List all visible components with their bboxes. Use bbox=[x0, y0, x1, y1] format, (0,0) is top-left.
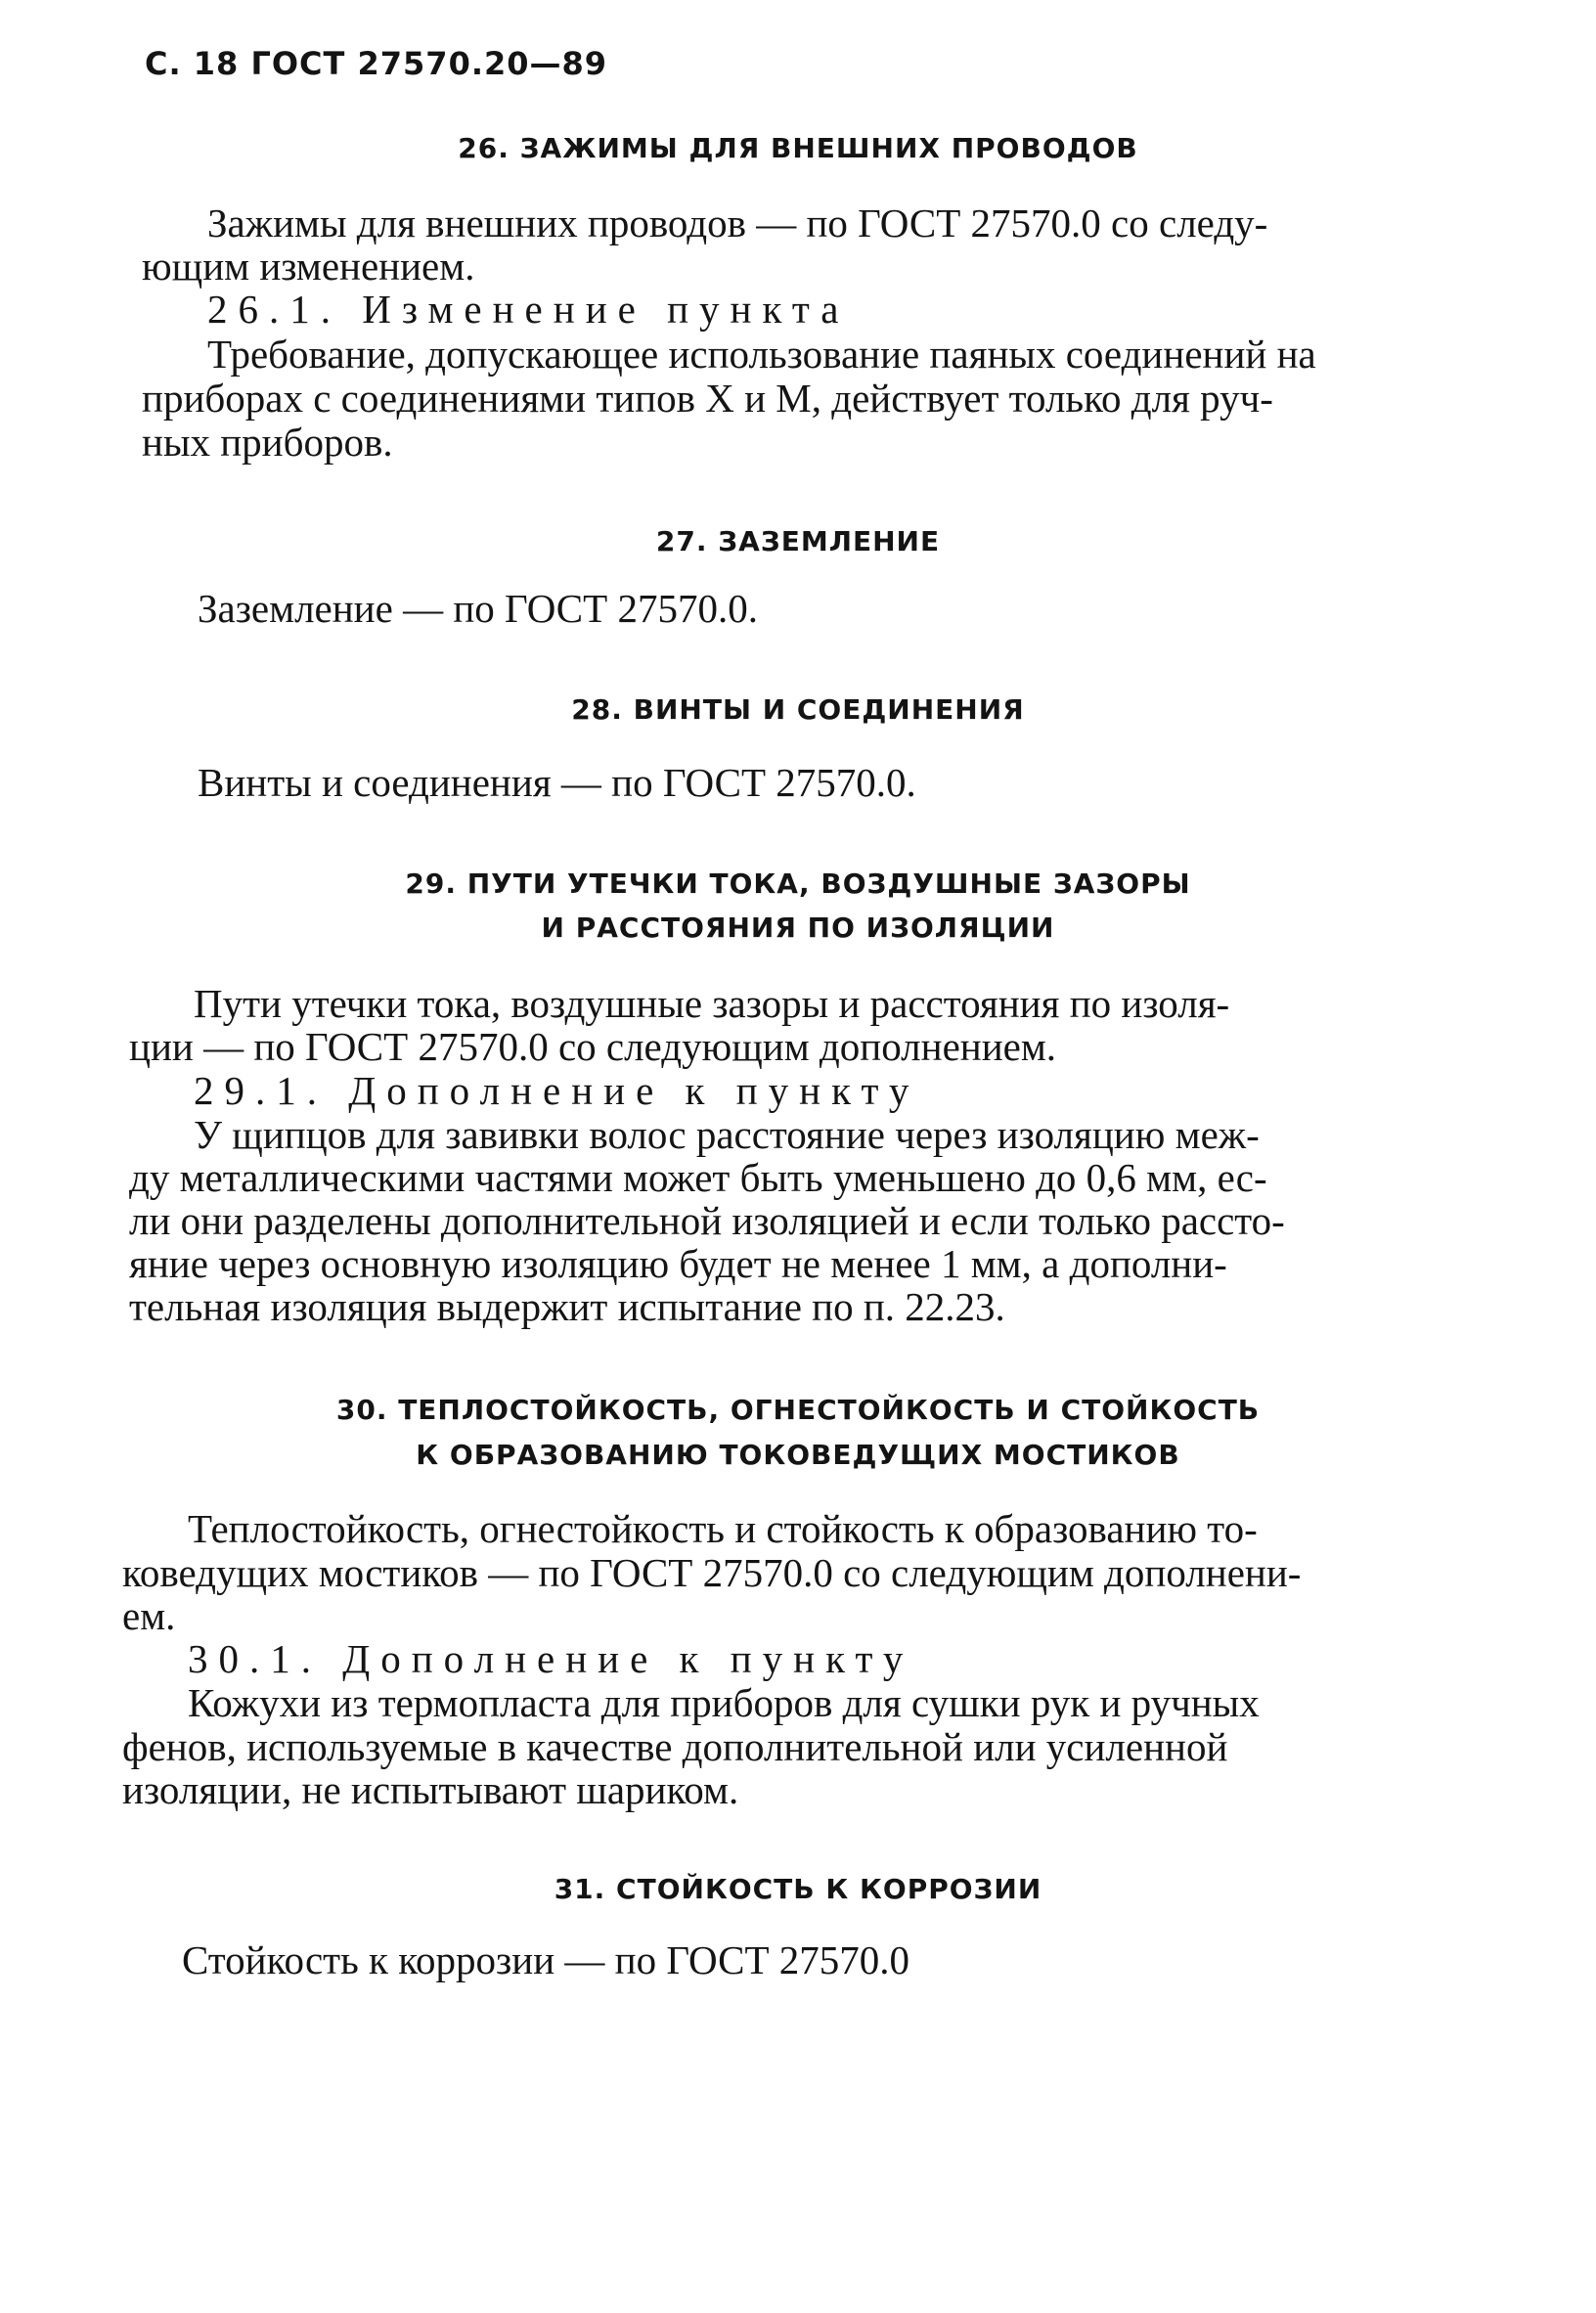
section-26-text-line: Требование, допускающее использование паяных соединений на bbox=[207, 332, 1316, 377]
page-header: С. 18 ГОСТ 27570.20—89 bbox=[145, 45, 608, 82]
section-29-text-line: яние через основную изоляцию будет не менее 1 мм, а дополни- bbox=[129, 1241, 1227, 1286]
section-30-text-line: изоляции, не испытывают шариком. bbox=[122, 1767, 739, 1812]
section-29-1-subheading: 29.1. Дополнение к пункту bbox=[194, 1068, 920, 1113]
section-30-1-subheading: 30.1. Дополнение к пункту bbox=[188, 1636, 914, 1681]
section-26-text-line: ющим изменением. bbox=[142, 244, 475, 289]
section-29-title: 29. ПУТИ УТЕЧКИ ТОКА, ВОЗДУШНЫЕ ЗАЗОРЫ bbox=[405, 867, 1191, 900]
section-26-1-subheading: 26.1. Изменение пункта bbox=[207, 287, 850, 332]
section-29-text-line: ду металлическими частями может быть уменьшено до 0,6 мм, ес- bbox=[129, 1155, 1267, 1200]
section-26-text-line: приборах с соединениями типов X и M, действует только для руч- bbox=[142, 376, 1273, 421]
section-28-title: 28. ВИНТЫ И СОЕДИНЕНИЯ bbox=[571, 693, 1025, 726]
section-27-text-line: Заземление — по ГОСТ 27570.0. bbox=[198, 586, 758, 631]
section-26-title: 26. ЗАЖИМЫ ДЛЯ ВНЕШНИХ ПРОВОДОВ bbox=[458, 132, 1138, 164]
section-26-text-line: ных приборов. bbox=[142, 420, 393, 465]
section-29-text-line: ции — по ГОСТ 27570.0 со следующим дополнением. bbox=[129, 1024, 1057, 1069]
section-29-text-line: тельная изоляция выдержит испытание по п. 22.23. bbox=[129, 1284, 1005, 1329]
section-28-text-line: Винты и соединения — по ГОСТ 27570.0. bbox=[198, 760, 916, 805]
section-30-text-line: Теплостойкость, огнестойкость и стойкость к образованию то- bbox=[188, 1506, 1258, 1551]
section-29-title: И РАССТОЯНИЯ ПО ИЗОЛЯЦИИ bbox=[541, 912, 1055, 944]
section-30-text-line: ем. bbox=[122, 1593, 176, 1638]
section-29-text-line: У щипцов для завивки волос расстояние через изоляцию меж- bbox=[194, 1112, 1260, 1157]
section-30-title: 30. ТЕПЛОСТОЙКОСТЬ, ОГНЕСТОЙКОСТЬ И СТОЙКОСТЬ bbox=[335, 1394, 1261, 1426]
section-29-text-line: ли они разделены дополнительной изоляцией и если только рассто- bbox=[129, 1198, 1285, 1243]
section-27-title: 27. ЗАЗЕМЛЕНИЕ bbox=[655, 525, 941, 557]
section-31-title: 31. СТОЙКОСТЬ К КОРРОЗИИ bbox=[554, 1873, 1042, 1905]
section-31-text-line: Стойкость к коррозии — по ГОСТ 27570.0 bbox=[182, 1937, 910, 1982]
section-30-text-line: Кожухи из термопласта для приборов для сушки рук и ручных bbox=[188, 1680, 1260, 1725]
section-26-text-line: Зажимы для внешних проводов — по ГОСТ 27570.0 со следу- bbox=[207, 200, 1268, 245]
section-30-text-line: фенов, используемые в качестве дополнительной или усиленной bbox=[122, 1724, 1228, 1769]
section-30-text-line: коведущих мостиков — по ГОСТ 27570.0 со следующим дополнени- bbox=[122, 1550, 1302, 1595]
section-29-text-line: Пути утечки тока, воздушные зазоры и расстояния по изоля- bbox=[194, 981, 1230, 1026]
section-30-title: К ОБРАЗОВАНИЮ ТОКОВЕДУЩИХ МОСТИКОВ bbox=[416, 1439, 1180, 1471]
